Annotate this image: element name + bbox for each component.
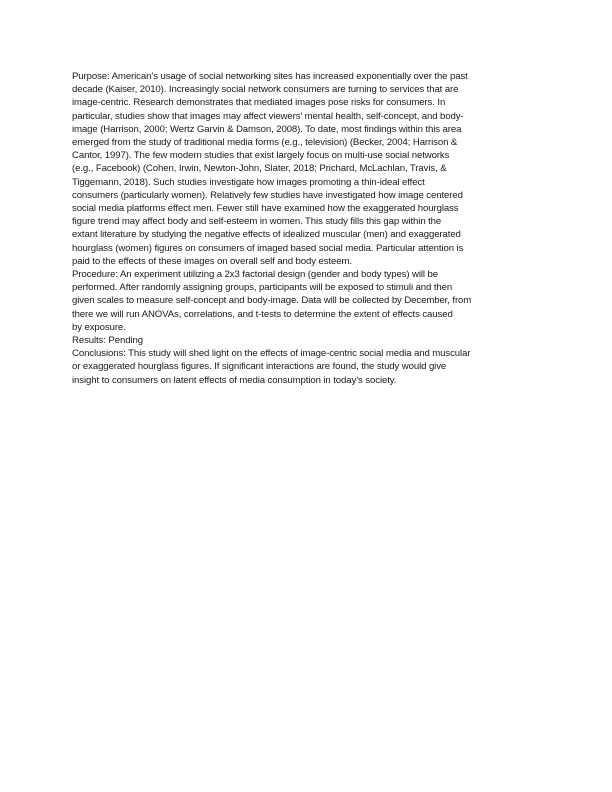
procedure-paragraph — [72, 268, 543, 334]
text-line: there we will run ANOVAs, correlations, and t-tests to determine the extent of effects caused — [72, 308, 453, 320]
text-line: Cantor, 1997). The few modern studies that exist largely focus on multi-use social networks — [72, 150, 450, 162]
text-line: consumers (particularly women). Relatively few studies have investigated how image centered — [72, 189, 463, 201]
text-line: performed. After randomly assigning groups, participants will be exposed to stimuli and then — [72, 282, 453, 294]
conclusions-paragraph — [72, 347, 543, 387]
text-line: given scales to measure self-concept and body-image. Data will be collected by December, from — [72, 295, 472, 307]
text-line: paid to the effects of these images on overall self and body esteem. — [72, 255, 352, 267]
text-line: Tiggemann, 2018). Such studies investigate how images promoting a thin-ideal effect — [72, 176, 425, 188]
text-line: Procedure: An experiment utilizing a 2x3 factorial design (gender and body types) will be — [72, 269, 439, 281]
text-line: (e.g., Facebook) (Cohen, Irwin, Newton-John, Slater, 2018; Prichard, McLachlan, Travis, & — [72, 163, 447, 175]
text-line: or exaggerated hourglass figures. If significant interactions are found, the study would give — [72, 361, 447, 373]
text-line: particular, studies show that images may affect viewers’ mental health, self-concept, and body- — [72, 110, 464, 122]
text-line: image-centric. Research demonstrates that mediated images pose risks for consumers. In — [72, 97, 446, 109]
text-line: social media platforms effect men. Fewer still have examined how the exaggerated hourglass — [72, 203, 459, 215]
text-line: hourglass (women) figures on consumers of imaged based social media. Particular attention is — [72, 242, 464, 254]
purpose-paragraph — [72, 70, 543, 268]
text-line: Conclusions: This study will shed light on the effects of image-centric social media and muscular — [72, 348, 471, 360]
text-line: figure trend may affect body and self-esteem in women. This study fills this gap within the — [72, 216, 442, 228]
text-line: image (Harrison, 2000; Wertz Garvin & Damson, 2008). To date, most findings within this area — [72, 123, 462, 135]
text-line: extant literature by studying the negative effects of idealized muscular (men) and exaggerated — [72, 229, 461, 241]
text-line: by exposure. — [72, 321, 126, 333]
text-line: Results: Pending — [72, 335, 143, 347]
text-line: insight to consumers on latent effects of media consumption in today’s society. — [72, 374, 397, 386]
results-paragraph — [72, 334, 543, 347]
text-line: Purpose: American’s usage of social networking sites has increased exponentially over the past — [72, 71, 468, 82]
text-line: emerged from the study of traditional media forms (e.g., television) (Becker, 2004; Harrison & — [72, 137, 458, 149]
text-line: decade (Kaiser, 2010). Increasingly social network consumers are turning to services that are — [72, 84, 459, 96]
abstract-body — [72, 70, 543, 387]
